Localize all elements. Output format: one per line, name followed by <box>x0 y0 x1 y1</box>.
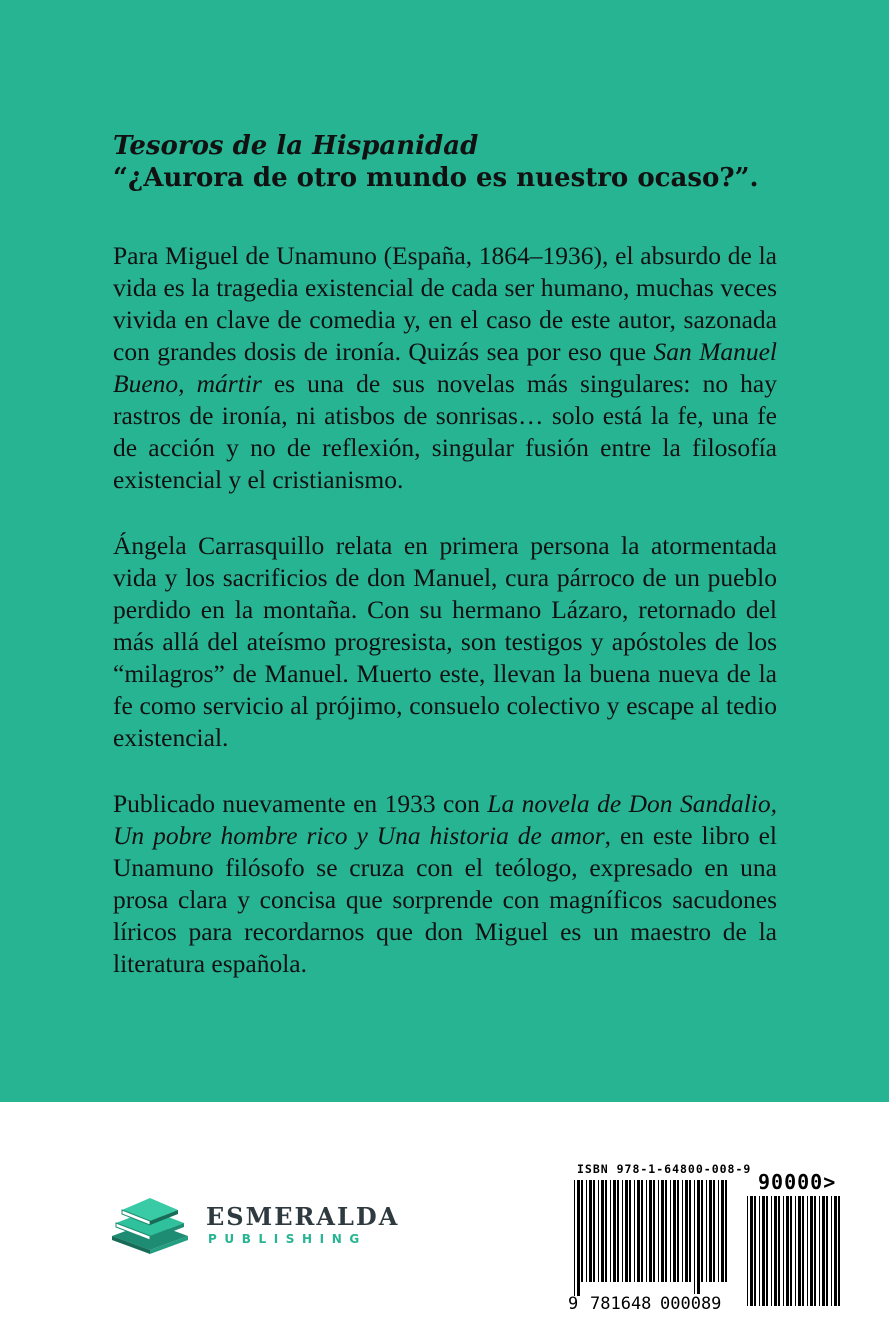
barcode-bar <box>589 1180 592 1282</box>
epigraph-quote: “¿Aurora de otro mundo es nuestro ocaso?”. <box>113 163 759 193</box>
barcode-bar <box>754 1196 756 1306</box>
paragraph-3 <box>113 788 777 980</box>
barcode-bar <box>653 1180 655 1282</box>
barcode-bar <box>577 1180 580 1296</box>
barcode-bar <box>718 1180 719 1282</box>
barcode-bar <box>810 1196 813 1306</box>
barcode-bar <box>747 1196 748 1306</box>
barcode-bar <box>613 1180 616 1282</box>
barcode-digits-left: 781648 <box>590 1294 652 1314</box>
barcode-bar <box>689 1180 691 1282</box>
barcode-bar <box>713 1180 715 1282</box>
paragraph-3-text-b: , en este libro el Unamuno filósofo se cruza con el teólogo, expresado en una prosa clara y concisa que sorprende con magníficos sacudones líricos para recordarnos que don Miguel es un maestro de la literatura española. <box>113 821 777 978</box>
isbn-label: ISBN 978-1-64800-008-9 <box>577 1162 752 1176</box>
barcode-bar <box>586 1180 587 1282</box>
publisher-subtitle: PUBLISHING <box>208 1232 367 1246</box>
barcode-bar <box>778 1196 780 1306</box>
barcode-bar <box>601 1180 604 1282</box>
barcode-bar <box>838 1196 840 1306</box>
barcode-bar <box>658 1180 659 1282</box>
barcode-bar <box>786 1196 789 1306</box>
addon-barcode <box>745 1196 845 1320</box>
barcode-bar <box>802 1196 804 1306</box>
barcode-bar <box>790 1196 792 1306</box>
barcode-bar <box>574 1180 575 1296</box>
barcode-bar <box>826 1196 828 1306</box>
barcode-bar <box>665 1180 667 1282</box>
barcode-bar <box>831 1196 832 1306</box>
barcode-bar <box>709 1180 712 1282</box>
barcode-bar <box>625 1180 628 1282</box>
barcode-bar <box>694 1180 695 1296</box>
barcode-bar <box>637 1180 640 1282</box>
paragraph-1-book-title: San Manuel Bueno, mártir <box>113 337 777 398</box>
barcode-bar <box>721 1180 724 1282</box>
books-stack-icon <box>108 1192 192 1254</box>
barcode-digits <box>568 1290 740 1320</box>
barcode-digits-right: 000089 <box>660 1294 722 1314</box>
barcode-bar <box>685 1180 688 1282</box>
paragraph-3-book-titles: La novela de Don Sandalio, Un pobre hombre rico y Una historia de amor <box>113 789 777 850</box>
publisher-name: ESMERALDA <box>206 1202 400 1231</box>
barcode-digit-first: 9 <box>568 1294 579 1314</box>
barcode-bar <box>677 1180 679 1282</box>
barcode-bar <box>766 1196 768 1306</box>
publisher-logo <box>108 1192 398 1254</box>
blurb <box>113 130 777 1014</box>
barcode-bar <box>795 1196 796 1306</box>
barcode-bar <box>814 1196 816 1306</box>
paragraph-1-text-a: Para Miguel de Unamuno (España, 1864–1936), el absurdo de la vida es la tragedia existencial de cada ser humano, muchas veces vivida en clave de comedia y, en el caso de este autor, sazonada con grandes dosis de ironía. Quizás sea por eso que <box>113 241 777 366</box>
barcode-bar <box>682 1180 683 1282</box>
barcode-bar <box>822 1196 825 1306</box>
paragraph-1-text-b: es una de sus novelas más singulares: no hay rastros de ironía, ni atisbos de sonrisas… solo está la fe, una fe de acción y no de reflexión, singular fusión entre la filosofía existencial y el cristianismo. <box>113 369 777 494</box>
barcode-bar <box>783 1196 784 1306</box>
barcode-bar <box>617 1180 619 1282</box>
price-addon-code: 90000> <box>758 1170 837 1194</box>
barcode-bar <box>605 1180 607 1282</box>
barcode-bar <box>646 1180 647 1282</box>
barcode-bar <box>641 1180 643 1282</box>
paragraph-1 <box>113 240 777 496</box>
barcode-bar <box>798 1196 801 1306</box>
barcode-bar <box>697 1180 700 1296</box>
paragraph-2: Ángela Carrasquillo relata en primera persona la atormentada vida y los sacrificios de don Manuel, cura párroco de un pueblo perdido en la montaña. Con su hermano Lázaro, retornado del más allá del ateísmo progresista, son testigos y apóstoles de los “milagros” de Manuel. Muerto este, llevan la buena nueva de la fe como servicio al prójimo, consuelo colectivo y escape al tedio existencial. <box>113 531 777 752</box>
barcode-bar <box>759 1196 760 1306</box>
barcode-bar <box>771 1196 772 1306</box>
barcode-bar <box>598 1180 599 1282</box>
barcode-bar <box>610 1180 611 1282</box>
barcode-bar <box>706 1180 707 1282</box>
barcode-bar <box>622 1180 623 1282</box>
barcode-bar <box>762 1196 765 1306</box>
barcode-bar <box>649 1180 652 1282</box>
barcode-bar <box>807 1196 808 1306</box>
barcode-bar <box>725 1180 727 1282</box>
barcode-bar <box>701 1180 703 1282</box>
barcode-bar <box>819 1196 820 1306</box>
series-title: Tesoros de la Hispanidad <box>113 131 479 161</box>
barcode-bar <box>750 1196 753 1306</box>
barcode-bar <box>581 1180 583 1282</box>
barcode-bar <box>661 1180 664 1282</box>
ean-barcode <box>572 1180 732 1296</box>
paragraph-3-text-a: Publicado nuevamente en 1933 con <box>113 789 488 818</box>
barcode-bar <box>670 1180 671 1282</box>
barcode-bar <box>634 1180 635 1282</box>
barcode-bar <box>774 1196 777 1306</box>
barcode-bar <box>593 1180 595 1282</box>
barcode-bar <box>673 1180 676 1282</box>
barcode-bar <box>834 1196 837 1306</box>
barcode-bar <box>629 1180 631 1282</box>
